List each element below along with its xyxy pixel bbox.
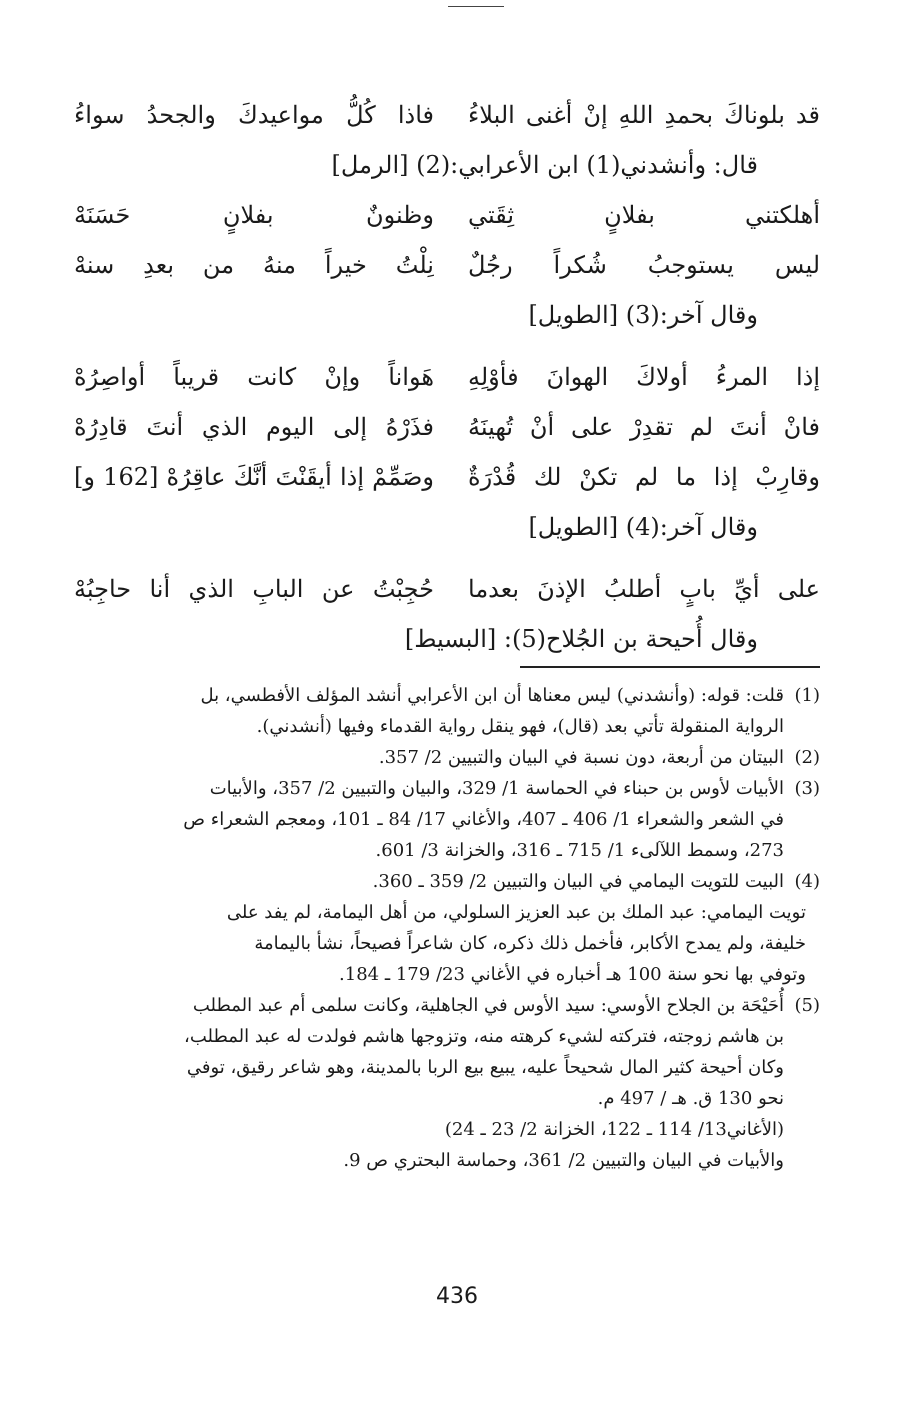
footnote-line: وتوفي بها نحو سنة 100 هـ أخباره في الأغاني 23/ 179 ـ 184. — [339, 964, 806, 985]
hemistich-first: ليس يستوجبُ شُكراً رجُلٌ — [468, 251, 820, 279]
footnote-line: وكان أحيحة كثير المال شحيحاً عليه، يبيع بيع الربا بالمدينة، وهو شاعر رقيق، توفي — [186, 1057, 784, 1078]
verse-row — [74, 402, 820, 452]
hemistich-first: وقارِبْ إذا ما لم تكنْ لك قُدْرَةٌ — [468, 463, 820, 491]
footnote-line: والأبيات في البيان والتبيين 2/ 361، وحماسة البحتري ص 9. — [343, 1150, 784, 1171]
poem-section — [74, 90, 820, 664]
footnote-rule — [520, 666, 820, 668]
footnote-number: (3) — [794, 778, 820, 799]
footnote-line: قلت: قوله: (وأنشدني) ليس معناها أن ابن الأعرابي أنشد المؤلف الأفطسي، بل — [200, 685, 784, 706]
verse-row — [74, 90, 820, 140]
verse-row — [74, 564, 820, 614]
footnote-line: البيت للتويت اليمامي في البيان والتبيين 2/ 359 ـ 360. — [372, 871, 784, 892]
verse-row — [74, 352, 820, 402]
footnote-3 — [74, 773, 820, 866]
hemistich-second: فاذا كُلُّ مواعيدكَ والجحدُ سواءُ — [74, 101, 434, 129]
verse-intro: وقال أُحيحة بن الجُلاح(5): [البسيط] — [404, 625, 758, 653]
verse-intro: وقال آخر:(3) [الطويل] — [528, 301, 758, 329]
verse-row — [74, 190, 820, 240]
footnote-5-sources — [74, 1114, 820, 1176]
verse-intro: قال: وأنشدني(1) ابن الأعرابي:(2) [الرمل] — [331, 151, 758, 179]
footnote-number: (5) — [794, 995, 820, 1016]
hemistich-first: أهلكتني بفلانٍ ثِقَتي — [468, 201, 820, 229]
verse-intro: وقال آخر:(4) [الطويل] — [528, 513, 758, 541]
footnote-line: أُحَيْحَة بن الجلاح الأوسي: سيد الأوس في الجاهلية، وكانت سلمى أم عبد المطلب — [192, 995, 784, 1016]
verse-row — [74, 452, 820, 502]
hemistich-second: حُجِبْتُ عن البابِ الذي أنا حاجِبُهْ — [74, 575, 434, 603]
verse-row — [74, 240, 820, 290]
hemistich-first: قد بلوناكَ بحمدِ اللهِ إنْ أغنى البلاءُ — [468, 101, 820, 129]
footnote-1 — [74, 680, 820, 742]
footnote-2 — [74, 742, 820, 773]
footnote-line: 273، وسمط اللآلىء 1/ 715 ـ 316، والخزانة 3/ 601. — [375, 840, 784, 861]
footnote-line: نحو 130 ق. هـ / 497 م. — [597, 1088, 784, 1109]
footnote-number: (1) — [794, 685, 820, 706]
footnote-4-bio — [74, 897, 820, 990]
hemistich-first: فانْ أنتَ لم تقدِرْ على أنْ تُهينَهُ — [468, 413, 820, 441]
hemistich-first: على أيِّ بابٍ أطلبُ الإذنَ بعدما — [468, 575, 820, 603]
hemistich-second: وصَمِّمْ إذا أيقَنْتَ أنَّكَ عاقِرُهْ [162 و] — [74, 463, 434, 491]
hemistich-second: نِلْتُ خيراً منهُ من بعدِ سنهْ — [74, 251, 434, 279]
hemistich-second: وظنونٌ بفلانٍ حَسَنَهْ — [74, 201, 434, 229]
hemistich-second: هَواناً وإنْ كانت قريباً أواصِرُهْ — [74, 363, 434, 391]
footnote-number: (4) — [794, 871, 820, 892]
hemistich-second: فذَرْهُ إلى اليوم الذي أنتَ قادِرُهْ — [74, 413, 434, 441]
footnote-number: (2) — [794, 747, 820, 768]
footnote-line: البيتان من أربعة، دون نسبة في البيان والتبيين 2/ 357. — [378, 747, 784, 768]
footnote-line: بن هاشم زوجته، فتركته لشيء كرهته منه، وتزوجها هاشم فولدت له عبد المطلب، — [184, 1026, 784, 1047]
footnote-line: الرواية المنقولة تأتي بعد (قال)، فهو ينقل رواية القدماء وفيها (أنشدني). — [256, 716, 784, 737]
footnotes-section — [74, 680, 820, 1176]
hemistich-first: إذا المرءُ أولاكَ الهوانَ فأوْلِهِ — [468, 363, 820, 391]
footnote-5 — [74, 990, 820, 1114]
footnote-line: تويت اليمامي: عبد الملك بن عبد العزيز السلولي، من أهل اليمامة، لم يفد على — [226, 902, 806, 923]
footnote-line: خليفة، ولم يمدح الأكابر، فأخمل ذلك ذكره، كان شاعراً فصيحاً، نشأ باليمامة — [254, 933, 806, 954]
page-number: 436 — [436, 1284, 478, 1309]
header-rule — [448, 6, 504, 7]
footnote-line: في الشعر والشعراء 1/ 406 ـ 407، والأغاني 17/ 84 ـ 101، ومعجم الشعراء ص — [183, 809, 784, 830]
footnote-4 — [74, 866, 820, 897]
footnote-line: (الأغاني13/ 114 ـ 122، الخزانة 2/ 23 ـ 24) — [444, 1119, 784, 1140]
footnote-line: الأبيات لأوس بن حبناء في الحماسة 1/ 329، والبيان والتبيين 2/ 357، والأبيات — [209, 778, 784, 799]
